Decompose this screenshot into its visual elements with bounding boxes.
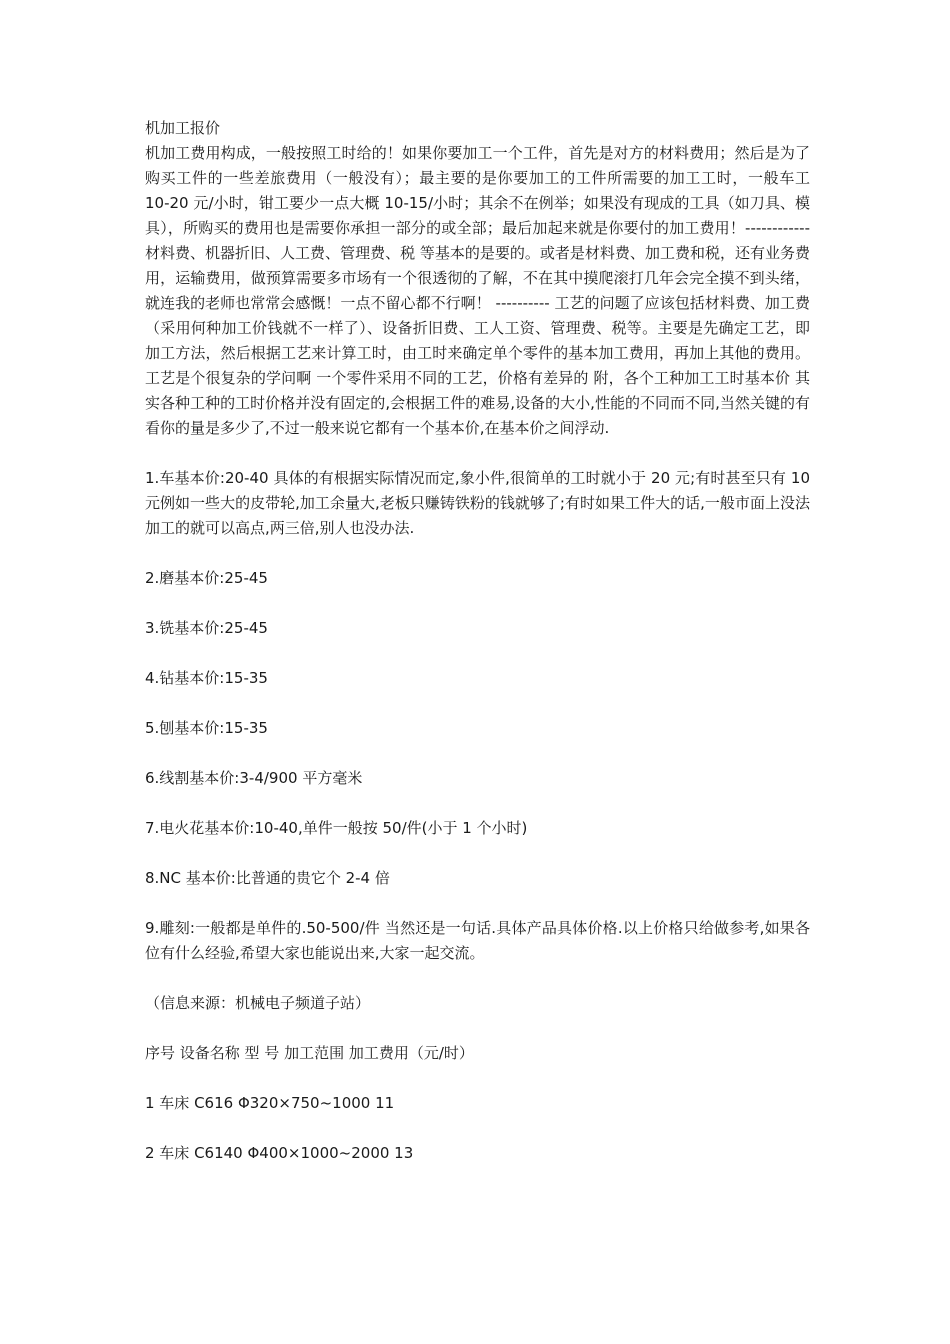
price-item-planing: 5.刨基本价:15-35 [145, 719, 268, 737]
source-note: （信息来源：机械电子频道子站） [145, 994, 371, 1012]
table-header-row: 序号 设备名称 型 号 加工范围 加工费用（元/时） [145, 1044, 474, 1062]
price-item-drilling: 4.钻基本价:15-35 [145, 669, 268, 687]
price-item-milling: 3.铣基本价:25-45 [145, 619, 268, 637]
price-item-wire-cutting: 6.线割基本价:3-4/900 平方毫米 [145, 769, 363, 787]
price-item-engraving: 9.雕刻:一般都是单件的.50-500/件 当然还是一句话.具体产品具体价格.以上价格只给做参考,如果各位有什么经验,希望大家也能说出来,大家一起交流。 [145, 919, 810, 962]
price-item-grinding: 2.磨基本价:25-45 [145, 569, 268, 587]
price-item-edm: 7.电火花基本价:10-40,单件一般按 50/件(小于 1 个小时) [145, 819, 528, 837]
document-title: 机加工报价 [145, 119, 221, 137]
intro-paragraph: 机加工费用构成，一般按照工时给的！如果你要加工一个工件，首先是对方的材料费用；然后是为了购买工件的一些差旅费用（一般没有）；最主要的是你要加工的工件所需要的加工工时，一般车工 10-20 元/小时，钳工要少一点大概 10-15/小时；其余不在例举；如果没有现成的工具（如刀具、模具），所购买的费用也是需要你承担一部分的或全部；最后加起来就是你要付的加工费用！------------ 材料费、机器折旧、人工费、管理费、税 等基本的是要的。或者是材料费、加工费和税，还有业务费用，运输费用，做预算需要多市场有一个很透彻的了解，不在其中摸爬滚打几年会完全摸不到头绪，就连我的老师也常常会感慨！一点不留心都不行啊！ ---------- 工艺的问题了应该包括材料费、加工费（采用何种加工价钱就不一样了）、设备折旧费、工人工资、管理费、税等。主要是先确定工艺，即加工方法，然后根据工艺来计算工时，由工时来确定单个零件的基本加工费用，再加上其他的费用。工艺是个很复杂的学问啊 一个零件采用不同的工艺，价格有差异的 附，各个工种加工工时基本价 其实各种工种的工时价格并没有固定的,会根据工件的难易,设备的大小,性能的不同而不同,当然关键的有看你的量是多少了,不过一般来说它都有一个基本价,在基本价之间浮动. [145, 144, 810, 437]
price-item-turning: 1.车基本价:20-40 具体的有根据实际情况而定,象小件,很简单的工时就小于 20 元;有时甚至只有 10 元例如一些大的皮带轮,加工余量大,老板只赚铸铁粉的钱就够了;有时如果工件大的话,一般市面上没法加工的就可以高点,两三倍,别人也没办法. [145, 469, 810, 537]
table-row: 1 车床 C616 Φ320×750~1000 11 [145, 1094, 395, 1112]
table-row: 2 车床 C6140 Φ400×1000~2000 13 [145, 1144, 414, 1162]
document-page [145, 116, 810, 1166]
price-item-nc: 8.NC 基本价:比普通的贵它个 2-4 倍 [145, 869, 390, 887]
